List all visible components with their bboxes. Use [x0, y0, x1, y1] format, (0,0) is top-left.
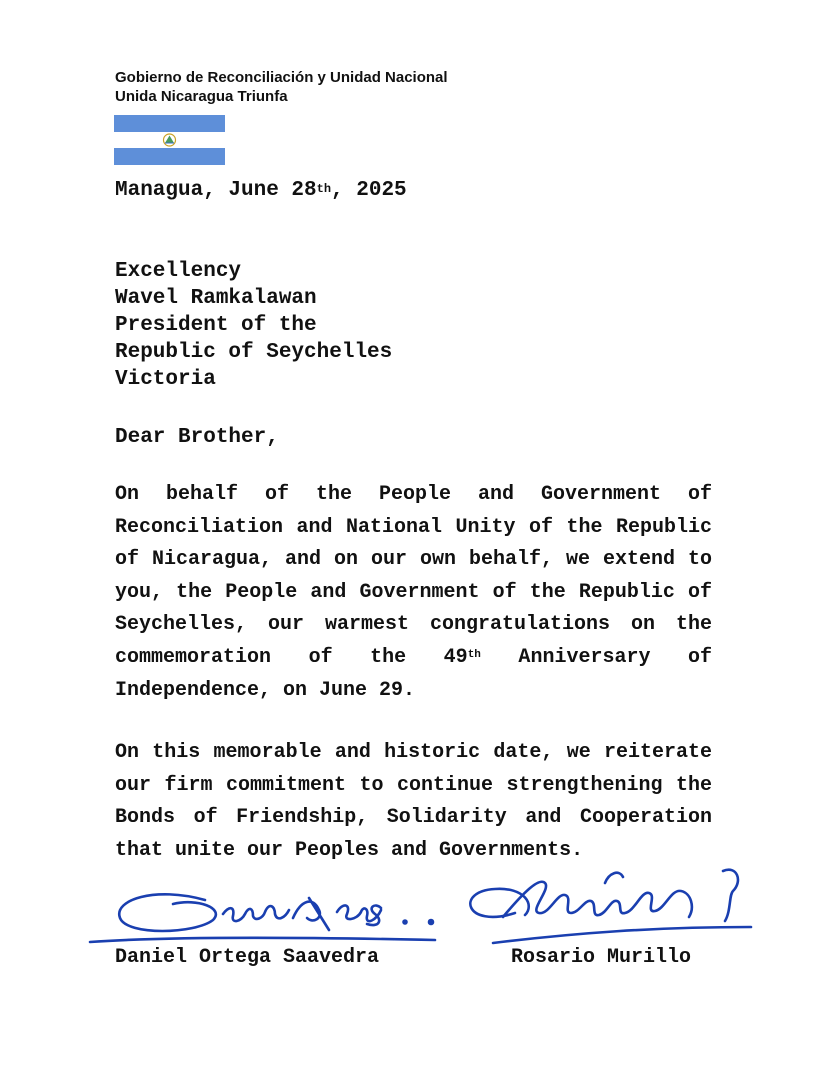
- body-paragraph-2: On this memorable and historic date, we reiterate our firm commitment to continue strengthening the Bonds of Friendship, Solidarity and Cooperation that unite our Peoples and Governments.: [115, 741, 712, 862]
- letter-date: Managua, June 28th, 2025: [115, 179, 407, 202]
- letterhead-motto: Unida Nicaragua Triunfa: [115, 88, 288, 105]
- signatory-name: Rosario Murillo: [511, 946, 692, 969]
- signatory-name: Daniel Ortega Saavedra: [115, 946, 380, 969]
- address-line: Wavel Ramkalawan: [115, 287, 317, 310]
- address-line: Excellency: [115, 260, 242, 283]
- body-paragraph-1: On behalf of the People and Government of Reconciliation and National Unity of the Republic of Nicaragua, and on our own behalf, we extend to you, the People and Government of the Republic of Seychelles, our warmest congratulations on the commemoration of the 49th Anniversary of Independence, on June 29.: [115, 483, 713, 702]
- salutation: Dear Brother,: [115, 426, 279, 449]
- nicaragua-flag-icon: [114, 115, 225, 165]
- letterhead: [115, 68, 448, 106]
- signature-daniel-ortega: [85, 878, 445, 953]
- signature-rosario-murillo: [455, 855, 755, 955]
- letterhead-government: Gobierno de Reconciliación y Unidad Nacional: [115, 69, 448, 86]
- address-line: President of the: [115, 314, 317, 337]
- address-line: Victoria: [115, 368, 216, 391]
- recipient-address: [115, 258, 392, 393]
- address-line: Republic of Seychelles: [115, 341, 393, 364]
